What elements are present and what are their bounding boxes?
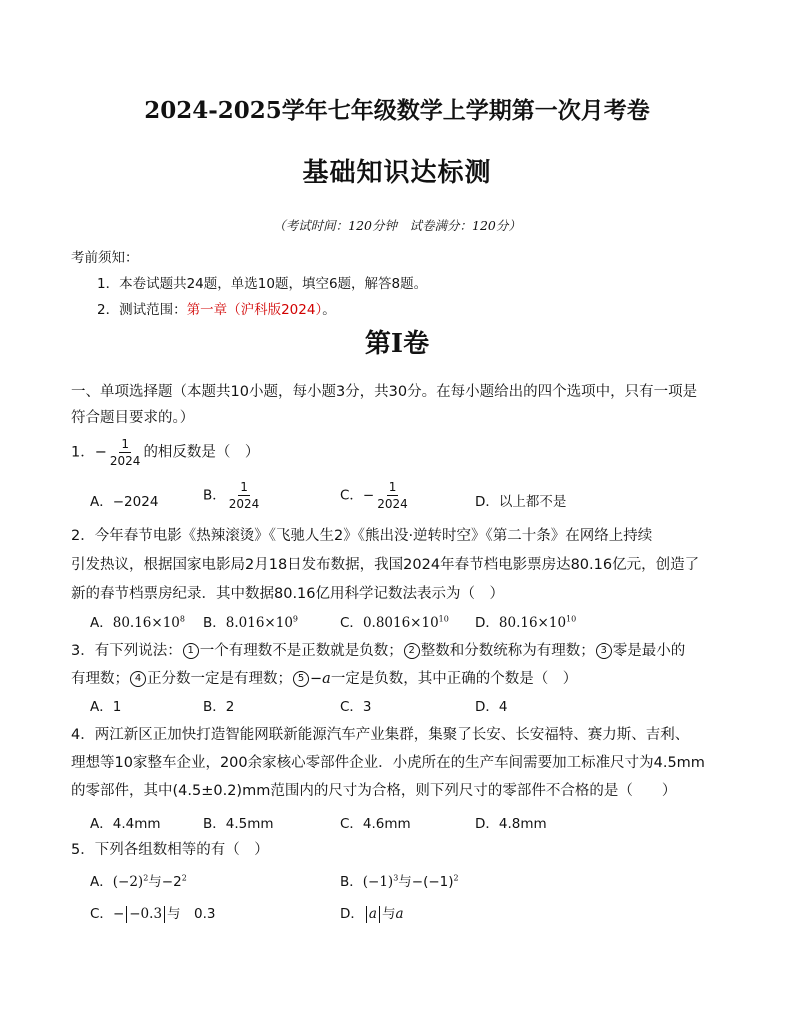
minus-sign: − [112,906,125,922]
q3-option-d: D．4 [475,699,508,715]
expression: 与−2 [148,874,182,890]
q4-option-a: A．4.4mm [90,816,161,832]
question-number: 1． [71,444,95,461]
fraction [375,481,410,510]
notice-heading: 考前须知： [71,250,139,266]
expression: 与 0.3 [167,906,216,922]
expression: −0.3 [129,906,163,922]
question-prefix: 3．有下列说法： [71,643,182,659]
q4-option-c: C．4.6mm [340,816,411,832]
q5-option-a [90,870,187,890]
minus-sign: − [310,671,323,687]
numerator: 1 [121,437,129,451]
fraction [227,481,262,510]
denominator: 2024 [109,454,141,468]
exam-info: （考试时间：120分钟 试卷满分：120分） [273,218,521,233]
option-label: C． [340,615,363,631]
q2-option-d [475,611,576,631]
fraction [108,438,143,467]
volume-title: 第Ⅰ卷 [364,329,430,359]
circled-number-5: 5 [293,671,309,687]
q5-option-d [340,902,404,923]
option-label: A． [90,615,113,631]
q1-option-b [203,481,262,510]
notice-item-2-suffix: 。 [322,302,336,318]
section-heading-line-1: 一、单项选择题（本题共10小题，每小题3分，共30分。在每小题给出的四个选项中，只有一项是 [71,384,698,400]
question-2-line-2: 引发热议，根据国家电影局2月18日发布数据，我国2024年春节档电影票房达80.16亿元，创造了 [71,557,700,573]
exponent: 3 [393,873,399,883]
question-2-line-3: 新的春节档票房纪录．其中数据80.16亿用科学记数法表示为（ ） [71,586,505,602]
numerator: 1 [388,480,397,494]
option-label: D． [475,615,499,631]
option-value: 0.8016×10 [362,615,439,631]
absolute-bar-right [164,906,165,923]
question-3-line-2 [71,667,577,688]
q5-option-c [90,902,216,923]
question-3-line-1 [71,639,685,660]
option-value: 80.16×10 [498,615,567,631]
option-value: 8.016×10 [225,615,293,631]
exponent: 2 [453,873,459,883]
absolute-bar-left [366,906,367,923]
exponent: 10 [438,614,449,624]
expression: (−2) [112,874,144,890]
question-1-stem [71,438,259,467]
connector-text: 与 [381,906,396,922]
statement-5: 一定是负数，其中正确的个数是（ ） [330,671,578,687]
statement-3-end: 有理数； [71,671,129,687]
q2-option-b [203,611,298,631]
circled-number-3: 3 [596,643,612,659]
question-text: 的相反数是（ ） [143,444,260,461]
q1-option-c [340,481,411,510]
circled-number-1: 1 [183,643,199,659]
exponent: 8 [179,614,185,624]
option-label: C． [90,906,113,922]
absolute-bar-right [379,906,380,923]
exponent: 2 [181,873,187,883]
q1-option-d: D．以上都不是 [475,494,567,510]
notice-item-2-prefix: 2．测试范围： [97,302,187,318]
option-label: A． [90,874,113,890]
test-range: 第一章（沪科版2024） [186,302,323,318]
circled-number-4: 4 [130,671,146,687]
statement-3: 零是最小的 [612,643,686,659]
exam-title: 2024-2025学年七年级数学上学期第一次月考卷 [144,97,650,124]
question-4-line-3: 的零部件，其中(4.5±0.2)mm范围内的尺寸为合格，则下列尺寸的零部件不合格的是（ ） [71,783,677,799]
q4-option-b: B．4.5mm [203,816,274,832]
exponent: 2 [143,873,149,883]
numerator: 1 [240,480,248,494]
option-label: B． [203,487,226,504]
question-4-line-2: 理想等10家整车企业，200余家核心零部件企业．小虎所在的生产车间需要加工标准尺寸为4.5mm [71,755,705,771]
exponent: 9 [292,614,298,624]
q3-option-b: B．2 [203,699,235,715]
option-label: B． [203,615,226,631]
statement-2: 整数和分数统称为有理数； [420,643,595,659]
q2-option-a [90,611,185,631]
option-label: D． [340,906,364,922]
q3-option-c: C．3 [340,699,372,715]
expression: (−1) [362,874,394,890]
section-heading-line-2: 符合题目要求的。） [71,410,195,426]
exponent: 10 [566,614,577,624]
notice-item-2 [97,298,336,318]
variable-a: a [395,906,404,922]
q3-option-a: A．1 [90,699,122,715]
option-label: B． [340,874,363,890]
minus-sign: − [94,444,107,461]
circled-number-2: 2 [404,643,420,659]
q1-option-a: A．−2024 [90,494,159,510]
variable-a: a [368,906,377,922]
denominator: 2024 [228,497,260,511]
notice-item-1: 1．本卷试题共24题，单选10题，填空6题，解答8题。 [97,276,428,292]
absolute-bar-left [126,906,127,923]
expression: 与−(−1) [398,874,454,890]
option-label: C．− [340,487,375,504]
denominator: 2024 [377,497,408,511]
q5-option-b [340,870,459,890]
option-value: 80.16×10 [112,615,180,631]
question-5-stem: 5．下列各组数相等的有（ ） [71,842,269,858]
statement-1: 一个有理数不是正数就是负数； [199,643,403,659]
statement-4: 正分数一定是有理数； [147,671,292,687]
variable-a: a [322,671,331,687]
q2-option-c [340,611,449,631]
question-2-line-1: 2．今年春节电影《热辣滚烫》《飞驰人生2》《熊出没·逆转时空》《第二十条》在网络上持续 [71,528,653,544]
question-4-line-1: 4．两江新区正加快打造智能网联新能源汽车产业集群，集聚了长安、长安福特、赛力斯、吉利、 [71,727,690,743]
exam-subtitle: 基础知识达标测 [302,158,492,188]
q4-option-d: D．4.8mm [475,816,547,832]
